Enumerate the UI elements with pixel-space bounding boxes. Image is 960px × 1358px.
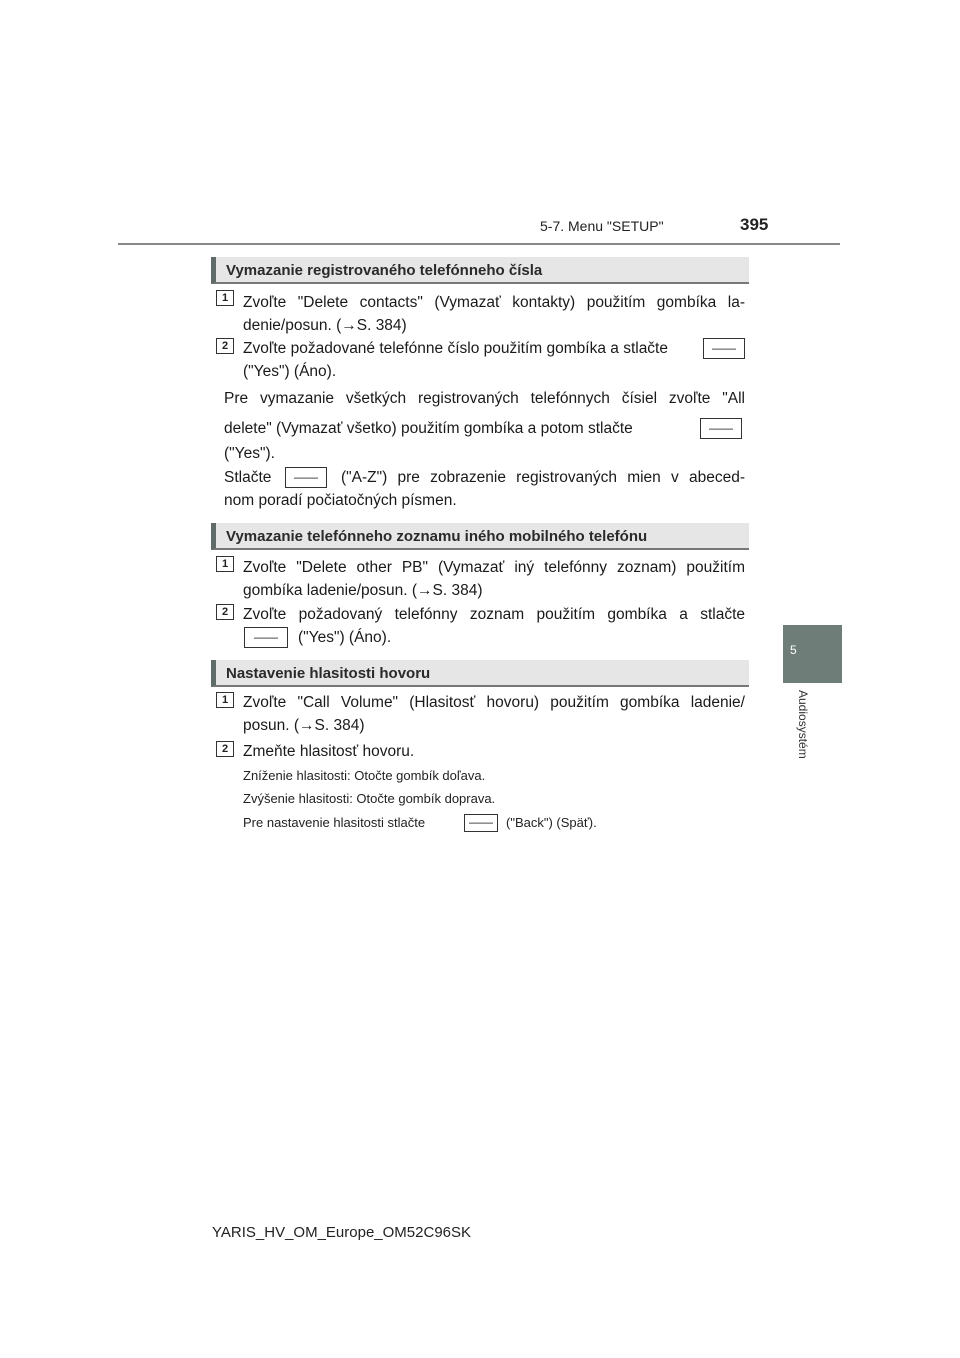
sub-note: Zníženie hlasitosti: Otočte gombík doľava. bbox=[243, 768, 486, 783]
section-heading bbox=[211, 257, 749, 284]
sub-note: Pre nastavenie hlasitosti stlačte bbox=[243, 815, 426, 830]
a-z-button-icon: —— bbox=[285, 467, 327, 488]
yes-button-icon: —— bbox=[700, 418, 742, 439]
step-text: ("Yes") (Áno). bbox=[243, 363, 337, 380]
step-number-badge: 1 bbox=[216, 556, 234, 572]
yes-button-icon: —— bbox=[703, 338, 745, 359]
step-text: Zvoľte "Call Volume" (Hlasitosť hovoru) použitím gombíka ladenie/ bbox=[243, 694, 745, 711]
note-text: Pre vymazanie všetkých registrovaných telefónnych čísiel zvoľte "All bbox=[224, 390, 745, 407]
yes-button-icon: —— bbox=[244, 627, 288, 648]
step-text: Zmeňte hlasitosť hovoru. bbox=[243, 743, 415, 760]
sub-note: Zvýšenie hlasitosti: Otočte gombík doprava. bbox=[243, 791, 496, 806]
step-text: ("Yes") (Áno). bbox=[298, 629, 392, 646]
section-heading bbox=[211, 523, 749, 550]
step-number-badge: 2 bbox=[216, 741, 234, 757]
step-text: Zvoľte požadované telefónne číslo použitím gombíka a stlačte bbox=[243, 340, 668, 357]
step-text: gombíka ladenie/posun. (→S. 384) bbox=[243, 582, 483, 599]
step-number-badge: 2 bbox=[216, 338, 234, 354]
step-text: Zvoľte "Delete other PB" (Vymazať iný telefónny zoznam) použitím bbox=[243, 559, 745, 576]
header-divider bbox=[118, 243, 840, 245]
note-text: nom poradí počiatočných písmen. bbox=[224, 492, 457, 509]
running-header: 5-7. Menu "SETUP" bbox=[540, 218, 664, 234]
note-text: delete" (Vymazať všetko) použitím gombíka a potom stlačte bbox=[224, 420, 633, 437]
note-text: ("A-Z") pre zobrazenie registrovaných mien v abeced- bbox=[341, 469, 745, 486]
note-text: Stlačte bbox=[224, 469, 272, 486]
section-heading bbox=[211, 660, 749, 687]
chapter-number: 5 bbox=[790, 643, 797, 657]
step-text: denie/posun. (→S. 384) bbox=[243, 317, 407, 334]
section-title: Nastavenie hlasitosti hovoru bbox=[226, 665, 431, 682]
step-number-badge: 2 bbox=[216, 604, 234, 620]
step-number-badge: 1 bbox=[216, 692, 234, 708]
section-title: Vymazanie telefónneho zoznamu iného mobilného telefónu bbox=[226, 528, 648, 545]
chapter-label: Audiosystém bbox=[796, 690, 810, 759]
step-text: posun. (→S. 384) bbox=[243, 717, 365, 734]
back-button-icon: —— bbox=[464, 814, 498, 832]
step-text: Zvoľte požadovaný telefónny zoznam použitím gombíka a stlačte bbox=[243, 606, 745, 623]
step-number-badge: 1 bbox=[216, 290, 234, 306]
page-number: 395 bbox=[740, 215, 769, 234]
sub-note: ("Back") (Späť). bbox=[506, 815, 597, 830]
section-title: Vymazanie registrovaného telefónneho čísla bbox=[226, 262, 543, 279]
document-id: YARIS_HV_OM_Europe_OM52C96SK bbox=[212, 1224, 472, 1241]
note-text: ("Yes"). bbox=[224, 445, 275, 462]
step-text: Zvoľte "Delete contacts" (Vymazať kontakty) použitím gombíka la- bbox=[243, 294, 745, 311]
